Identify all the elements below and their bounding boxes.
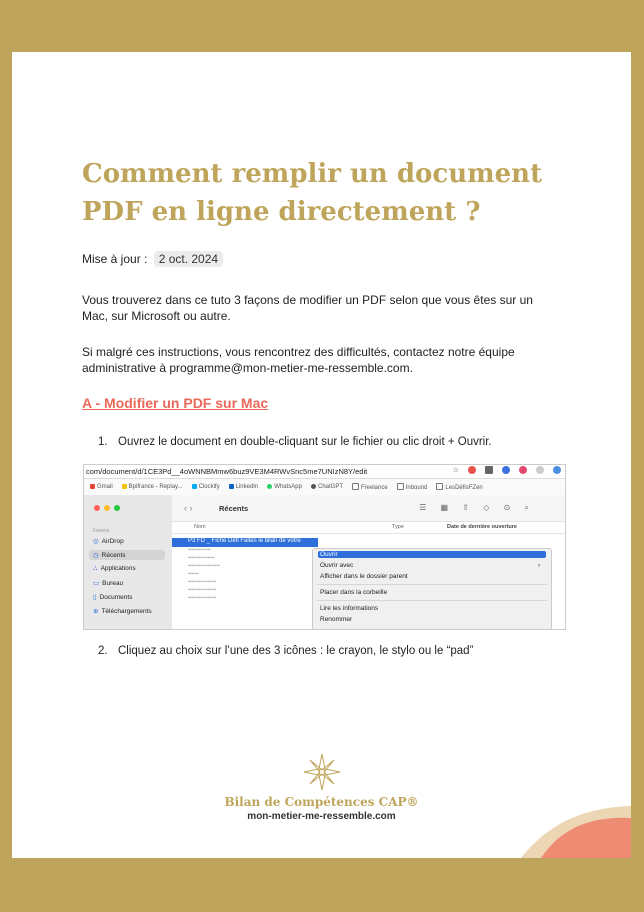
bookmark-gmail: Gmail: [90, 484, 113, 490]
close-icon: [94, 505, 100, 511]
updated-line: [82, 251, 223, 267]
clock-icon: ◷: [93, 552, 99, 559]
back-forward-icon: ‹ ›: [184, 503, 193, 513]
extension-icon: [502, 466, 510, 474]
bookmark-chatgpt: ChatGPT: [311, 484, 343, 490]
browser-url-bar: [84, 465, 565, 479]
menu-item-ouvrir: Ouvrir: [318, 551, 546, 558]
document-icon: ▯: [93, 594, 97, 601]
extension-icon: [553, 466, 561, 474]
bookmark-freelance: Freelance: [352, 483, 388, 491]
finder-window: [84, 495, 565, 629]
list-item: ▪▪▪▪▪▪: [188, 571, 199, 577]
sidebar-item-recents: ◷ Récents: [89, 550, 165, 560]
intro-paragraph: Vous trouverez dans ce tuto 3 façons de modifier un PDF selon que vous êtes sur un Mac, sur Microsoft ou autre.: [82, 293, 533, 323]
list-item: ▪▪▪▪▪▪▪▪▪▪▪▪▪: [188, 547, 212, 553]
chevron-right-icon: ›: [537, 562, 540, 569]
step-1: [98, 436, 492, 448]
context-menu: [312, 548, 552, 630]
bookmarks-bar: [84, 479, 565, 496]
bookmark-whatsapp: WhatsApp: [267, 484, 302, 490]
menu-item-corbeille: Placer dans la corbeille: [320, 589, 388, 596]
list-item: ▪▪▪▪▪▪▪▪▪▪▪▪▪▪▪▪: [188, 587, 217, 593]
list-item: ▪▪▪▪▪▪▪▪▪▪▪▪▪▪▪▪▪▪: [188, 563, 220, 569]
desktop-icon: ▭: [93, 580, 100, 587]
bookmark-linkedin: LinkedIn: [229, 484, 259, 490]
sidebar-item-documents: ▯ Documents: [93, 594, 133, 601]
maximize-icon: [114, 505, 120, 511]
minimize-icon: [104, 505, 110, 511]
list-item: ▪▪▪▪▪▪▪▪▪▪▪▪▪▪▪▪: [188, 595, 217, 601]
help-paragraph: Si malgré ces instructions, vous rencontrez des difficultés, contactez notre équipe administrative à programme@mon-metier-me-ressemble.com.: [82, 345, 515, 375]
menu-item-ouvrir-avec: Ouvrir avec ›: [320, 562, 540, 569]
document-page: [12, 52, 631, 858]
decorative-wave: [481, 788, 631, 858]
column-date: Date de dernière ouverture: [447, 524, 517, 530]
step-2: [98, 645, 473, 657]
menu-item-afficher: Afficher dans le dossier parent: [320, 573, 408, 580]
sidebar-item-telechargements: ⊕ Téléchargements: [93, 608, 152, 615]
column-header: [172, 522, 565, 534]
compass-logo-icon: [302, 752, 342, 792]
menu-divider: [317, 584, 547, 585]
bookmark-bpifrance: Bpifrance - Replay...: [122, 484, 183, 490]
column-type: Type: [392, 524, 404, 530]
star-icon: ☆: [452, 467, 459, 474]
browser-extension-icons: [453, 466, 561, 474]
bookmark-lesdefisfzen: LesDéfisFZen: [436, 483, 482, 491]
download-icon: ⊕: [93, 608, 99, 615]
extension-icon: [519, 466, 527, 474]
mac-finder-screenshot: [83, 464, 566, 630]
finder-sidebar: [84, 495, 172, 629]
step-number: 2.: [98, 645, 108, 657]
menu-divider: [317, 600, 547, 601]
bookmark-inbound: Inbound: [397, 483, 428, 491]
finder-toolbar: [172, 495, 565, 522]
list-item: ▪▪▪▪▪▪▪▪▪▪▪▪▪▪▪▪: [188, 579, 217, 585]
column-name: Nom: [194, 524, 206, 530]
url-text: com/document/d/1CE3Pd__4oWNNBMmw6buz9VE3M4RWvSnc5me7UNIzN8Y/edit: [86, 467, 368, 476]
window-controls: [94, 505, 120, 511]
finder-title: Récents: [219, 504, 249, 513]
pocket-icon: [468, 466, 476, 474]
airdrop-icon: ◎: [93, 538, 99, 545]
step-number: 1.: [98, 436, 108, 448]
list-item: ▪▪▪▪▪▪▪▪▪▪▪▪▪▪▪: [188, 555, 215, 561]
brand-name: Bilan de Compétences CAP®: [224, 795, 419, 809]
bookmark-clockify: Clockify: [192, 484, 220, 490]
step-text: Ouvrez le document en double-cliquant sur le fichier ou clic droit + Ouvrir.: [118, 436, 492, 448]
menu-item-informations: Lire les informations: [320, 605, 379, 612]
sidebar-item-applications: ⛬ Applications: [93, 565, 136, 572]
extension-icon: [536, 466, 544, 474]
favorites-label: Favoris: [93, 528, 110, 534]
updated-date-chip[interactable]: 2 oct. 2024: [154, 251, 223, 267]
section-a-heading: A - Modifier un PDF sur Mac: [82, 395, 269, 411]
website-link[interactable]: mon-metier-me-ressemble.com: [247, 811, 396, 822]
menu-item-renommer: Renommer: [320, 616, 353, 623]
page-title: Comment remplir un document PDF en ligne directement ?: [82, 159, 543, 227]
sidebar-item-airdrop: ◎ AirDrop: [93, 538, 124, 545]
extension-icon: [485, 466, 493, 474]
updated-label: Mise à jour :: [82, 252, 148, 266]
sidebar-item-bureau: ▭ Bureau: [93, 580, 124, 587]
selected-file-row: P3 FD _ Fiche Défi Faites le bilan de votre: [172, 538, 318, 547]
applications-icon: ⛬: [93, 565, 98, 572]
step-text: Cliquez au choix sur l’une des 3 icônes : le crayon, le stylo ou le “pad”: [118, 645, 474, 657]
toolbar-icons: ☰ ▦ ⇪ ◇ ⊙ ⌕: [419, 503, 535, 512]
